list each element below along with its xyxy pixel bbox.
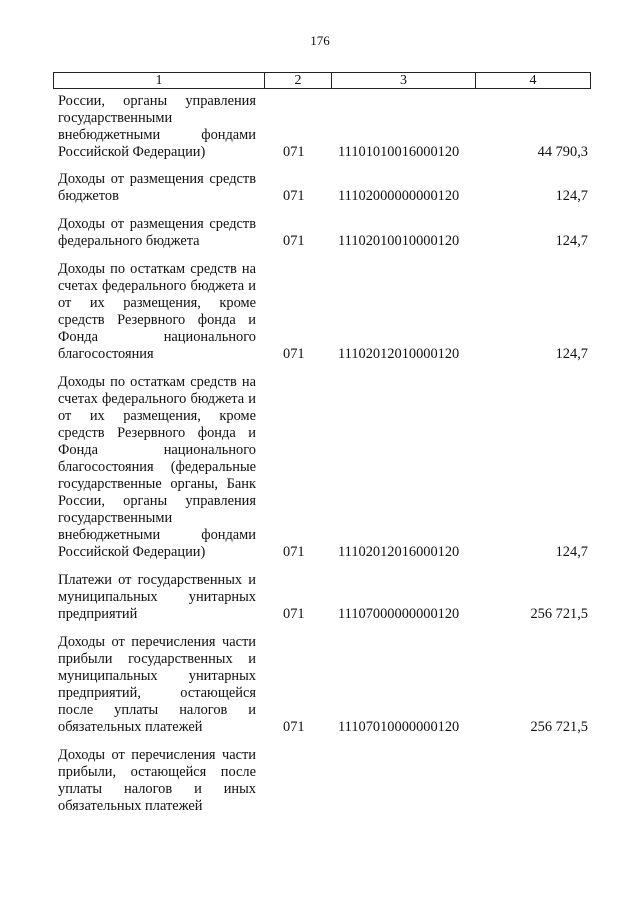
row-description: Доходы от размещения средств бюджетов <box>58 171 256 204</box>
table-row <box>0 747 640 815</box>
row-description: Доходы по остаткам средств на счетах федерального бюджета и от их размещения, кроме средств Резервного фонда и Фонда национального благосостояния <box>58 261 256 362</box>
table-header-row <box>53 72 591 89</box>
row-amount: 124,7 <box>555 544 588 560</box>
table-row <box>0 216 640 250</box>
table-row <box>0 634 640 736</box>
row-admin-code: 071 <box>283 606 305 622</box>
row-amount: 124,7 <box>555 346 588 362</box>
row-classification-code: 11102012010000120 <box>338 346 460 362</box>
table-body <box>0 93 640 826</box>
row-description: России, органы управления государственными внебюджетными фондами Российской Федерации) <box>58 93 256 160</box>
header-col-1: 1 <box>54 73 265 88</box>
row-classification-code: 11102000000000120 <box>338 188 460 204</box>
row-classification-code: 11102010010000120 <box>338 233 460 249</box>
row-admin-code: 071 <box>283 719 305 735</box>
row-amount: 44 790,3 <box>537 144 588 160</box>
row-amount: 256 721,5 <box>530 719 588 735</box>
row-description: Доходы от размещения средств федерального бюджета <box>58 216 256 249</box>
row-admin-code: 071 <box>283 188 305 204</box>
table-row <box>0 374 640 561</box>
header-col-3: 3 <box>332 73 476 88</box>
row-classification-code: 11107000000000120 <box>338 606 460 622</box>
row-admin-code: 071 <box>283 233 305 249</box>
page-number: 176 <box>310 33 330 48</box>
row-classification-code: 11101010016000120 <box>338 144 460 160</box>
row-description: Доходы по остаткам средств на счетах федерального бюджета и от их размещения, кроме средств Резервного фонда и Фонда национального благосостояния (федеральные государственные органы, Банк России, органы управления государственными внебюджетными фондами Российской Федерации) <box>58 374 256 560</box>
table-row <box>0 93 640 161</box>
row-admin-code: 071 <box>283 544 305 560</box>
table-row <box>0 572 640 623</box>
row-classification-code: 11107010000000120 <box>338 719 460 735</box>
row-description: Доходы от перечисления части прибыли, остающейся после уплаты налогов и иных обязательных платежей <box>58 747 256 814</box>
row-description: Платежи от государственных и муниципальных унитарных предприятий <box>58 572 256 622</box>
header-col-2: 2 <box>265 73 332 88</box>
header-col-4: 4 <box>529 73 537 88</box>
row-amount: 256 721,5 <box>530 606 588 622</box>
row-description: Доходы от перечисления части прибыли государственных и муниципальных унитарных предприятий, остающейся после уплаты налогов и обязательных платежей <box>58 634 256 735</box>
table-row <box>0 171 640 205</box>
row-classification-code: 11102012016000120 <box>338 544 460 560</box>
table-row <box>0 261 640 363</box>
row-admin-code: 071 <box>283 346 305 362</box>
row-admin-code: 071 <box>283 144 305 160</box>
row-amount: 124,7 <box>555 188 588 204</box>
row-amount: 124,7 <box>555 233 588 249</box>
